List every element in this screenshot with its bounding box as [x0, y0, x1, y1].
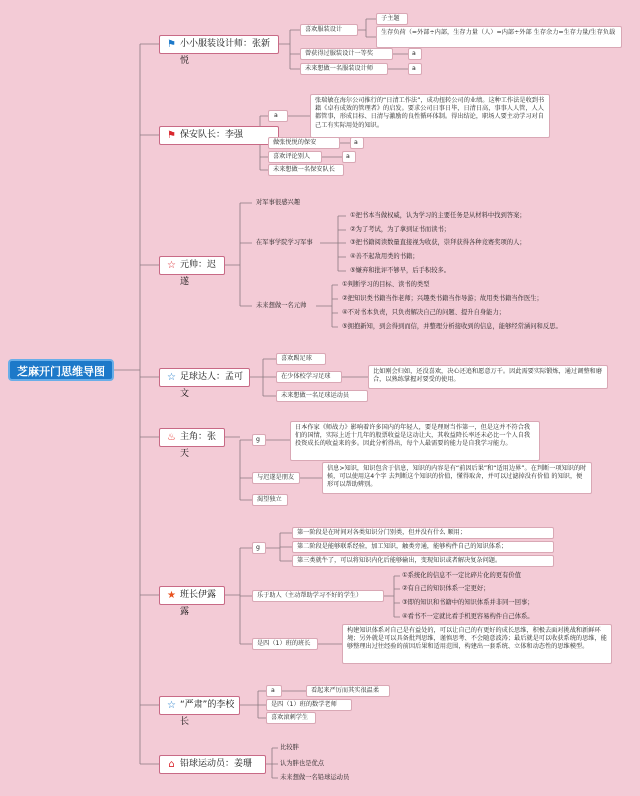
branch-jiangshan[interactable]: ⌂ 铅球运动员：姜珊: [159, 755, 266, 774]
leaf-node[interactable]: a: [408, 63, 422, 75]
star-outline-icon: ☆: [167, 260, 176, 271]
leaf-node[interactable]: 子主题: [376, 13, 408, 25]
leaf-node[interactable]: g: [252, 542, 266, 554]
home-icon: ⌂: [168, 759, 175, 770]
branch-zhangtian[interactable]: ♨ 主角：张天: [159, 428, 225, 447]
leaf-node[interactable]: 在军事学院学习军事: [256, 239, 313, 246]
leaf-node[interactable]: 与迟遂是朋友: [252, 472, 300, 484]
leaf-node[interactable]: 渴望独立: [252, 494, 288, 506]
leaf-node[interactable]: a: [268, 110, 288, 122]
branch-chisui[interactable]: ☆ 元帅：迟遂: [159, 256, 225, 275]
leaf-node[interactable]: 认为胖也是优点: [280, 760, 325, 767]
flag-red-icon: ⚑: [167, 130, 176, 141]
leaf-node[interactable]: ②有自己的知识体系一定更好；: [402, 585, 490, 592]
leaf-node[interactable]: 未来想做一名铅球运动员: [280, 774, 350, 781]
star-filled-icon: ★: [167, 590, 176, 601]
leaf-node[interactable]: 喜欢滚刺学生: [266, 712, 316, 724]
leaf-node[interactable]: 第三类就牛了，可以将知识内化后能够输出，变现知识或者解决复杂问题。: [292, 555, 554, 567]
leaf-node[interactable]: ③即的知识和书籍中的知识体系并非同一回事；: [402, 599, 534, 606]
leaf-node[interactable]: 乐于助人（主动帮助学习不好的学生）: [252, 590, 384, 602]
leaf-node[interactable]: 曾获得过服装设计一等奖: [300, 48, 393, 60]
leaf-node[interactable]: ⑤拥抱新知，到会得到而信，并整理分析接收到的信息，能够经常涵问和反思。: [342, 323, 562, 330]
leaf-node[interactable]: ⑤嫌弃和批评不够早，后手积较多。: [350, 267, 451, 274]
leaf-node[interactable]: a: [342, 151, 356, 163]
leaf-node[interactable]: 比如刚会归如，还没喜欢，决心还追和愿意万千。因此需要实际锻炼，通过调整和磨合，以熟练掌握对要受的使用。: [368, 365, 608, 389]
leaf-node[interactable]: 未来想做一名元帅: [256, 302, 307, 309]
leaf-node[interactable]: ②把知识类书籍当作老师；兴趣类书籍当作导游；故用类书籍当作医生；: [342, 295, 543, 302]
leaf-node[interactable]: 对军事很感兴趣: [256, 199, 301, 206]
leaf-node[interactable]: 做张悦悦的保安: [268, 137, 340, 149]
fire-icon: ♨: [167, 432, 176, 443]
leaf-node[interactable]: ④善不起敌用类的书籍；: [350, 253, 419, 260]
leaf-node[interactable]: 生存负荷（=外部÷内部，生存力量（人）=内部÷外部 生存余力=生存力量/生存负载: [376, 26, 622, 48]
leaf-node[interactable]: ②为了考试，为了拿到证书而读书；: [350, 226, 451, 233]
leaf-node[interactable]: ③把书籍阅读数量直接视为收获，崇拜获得各种竞赛奖项的人；: [350, 239, 526, 246]
leaf-node[interactable]: 看起来严厉而其实很温柔: [306, 685, 390, 697]
leaf-node[interactable]: g: [252, 434, 266, 446]
branch-zhangxinyue[interactable]: ⚑ 小小服装设计师：张新悦: [159, 35, 279, 54]
leaf-node[interactable]: 比较胖: [280, 744, 299, 751]
flag-blue-icon: ⚑: [167, 39, 176, 50]
leaf-node[interactable]: ①把书本当做权威，认为学习的主要任务是从材料中找到答案；: [350, 212, 526, 219]
leaf-node[interactable]: ④不对书本负责，只负责解决自己的问题、提升自身能力；: [342, 309, 506, 316]
branch-yilulu[interactable]: ★ 班长伊露露: [159, 586, 225, 605]
leaf-node[interactable]: 喜欢踢足球: [276, 353, 326, 365]
leaf-node[interactable]: ①判断学习的目标、读书的类型: [342, 281, 430, 288]
leaf-node[interactable]: ①系统化的信息不一定比碎片化的更有价值: [402, 572, 521, 579]
leaf-node[interactable]: 喜欢评论别人: [268, 151, 322, 163]
star-outline-icon: ☆: [167, 700, 176, 711]
leaf-node[interactable]: a: [350, 137, 364, 149]
root-node[interactable]: 芝麻开门思维导图: [8, 359, 114, 381]
branch-liqiang[interactable]: ⚑ 保安队长：李强: [159, 126, 279, 145]
leaf-node[interactable]: a: [408, 48, 422, 60]
leaf-node[interactable]: ④看书不一定就比看手机更容易构件自己体系。: [402, 613, 534, 620]
leaf-node[interactable]: 是四（1）班的班长: [252, 638, 318, 650]
leaf-node[interactable]: a: [266, 685, 282, 697]
leaf-node[interactable]: 未来想做一名足球运动员: [276, 390, 368, 402]
leaf-node[interactable]: 未来想做一名服装设计师: [300, 63, 388, 75]
branch-mengkewen[interactable]: ☆ 足球达人：孟可文: [159, 368, 250, 387]
leaf-node[interactable]: 日本作家《师战力》影响着许多国内的年轻人，要是理财当作第一，但是这并不符合我们的国情，实际上近十几年的股票收益是这动让大，其收益降长率还未必比一个人自我投资成长的收益来的多。因此分析得出，每个人最需要的能力是自我学习能力。: [290, 421, 540, 461]
leaf-node[interactable]: 第二阶段是能够联系经验，加工知识，触类旁通，能够构件自己的知识体系；: [292, 541, 554, 553]
leaf-node[interactable]: 在少体校学习足球: [276, 371, 342, 383]
leaf-node[interactable]: 喜欢服装设计: [300, 24, 358, 36]
leaf-node[interactable]: 构建知识体系对自己是有益处的，可以让自己的有更好的成长思维，积极去面对挑战和新鲜环境；另外就是可以具备批判思维，谨慎思考、不会随意波涛；最后就是可以收获系统的思维，能够整理出过往经验的前因后果和适用范围，构建出一套系统、立体和动态性的思维模型。: [342, 624, 612, 664]
leaf-node[interactable]: 未来想做一名保安队长: [268, 164, 344, 176]
leaf-node[interactable]: 第一阶段是在时间对各类知识分门别类，但并没有什么 顺用；: [292, 527, 554, 539]
branch-lixiaozhang[interactable]: ☆ “严肃”的李校长: [159, 696, 240, 715]
leaf-node[interactable]: 是四（1）班的数学老师: [266, 699, 352, 711]
leaf-node[interactable]: 张瑞敏在海尔公司推行的“日清工作法”，成功扭转公司的业绩。这种工作法是收到书籍《卓有成效的管理者》的启发。要求公司日事日毕，日清日高，事事人人管，人人都管事，形成目标、日清与激励的良性循环体制。得出结论，职场人要主动学习对自己工有实际用处的知识。: [310, 94, 550, 138]
leaf-node[interactable]: 信息>知识，知识包含于信息，知识的内容是有“前因后果”和“适用边界”。在判断一项知识的时候，可以使用这4个字 去判断这个知识的价值，懂得取舍，并可以过滤掉没有价值 的知识，便形可以帮助辨别。: [322, 462, 592, 494]
star-outline-icon: ☆: [167, 372, 176, 383]
